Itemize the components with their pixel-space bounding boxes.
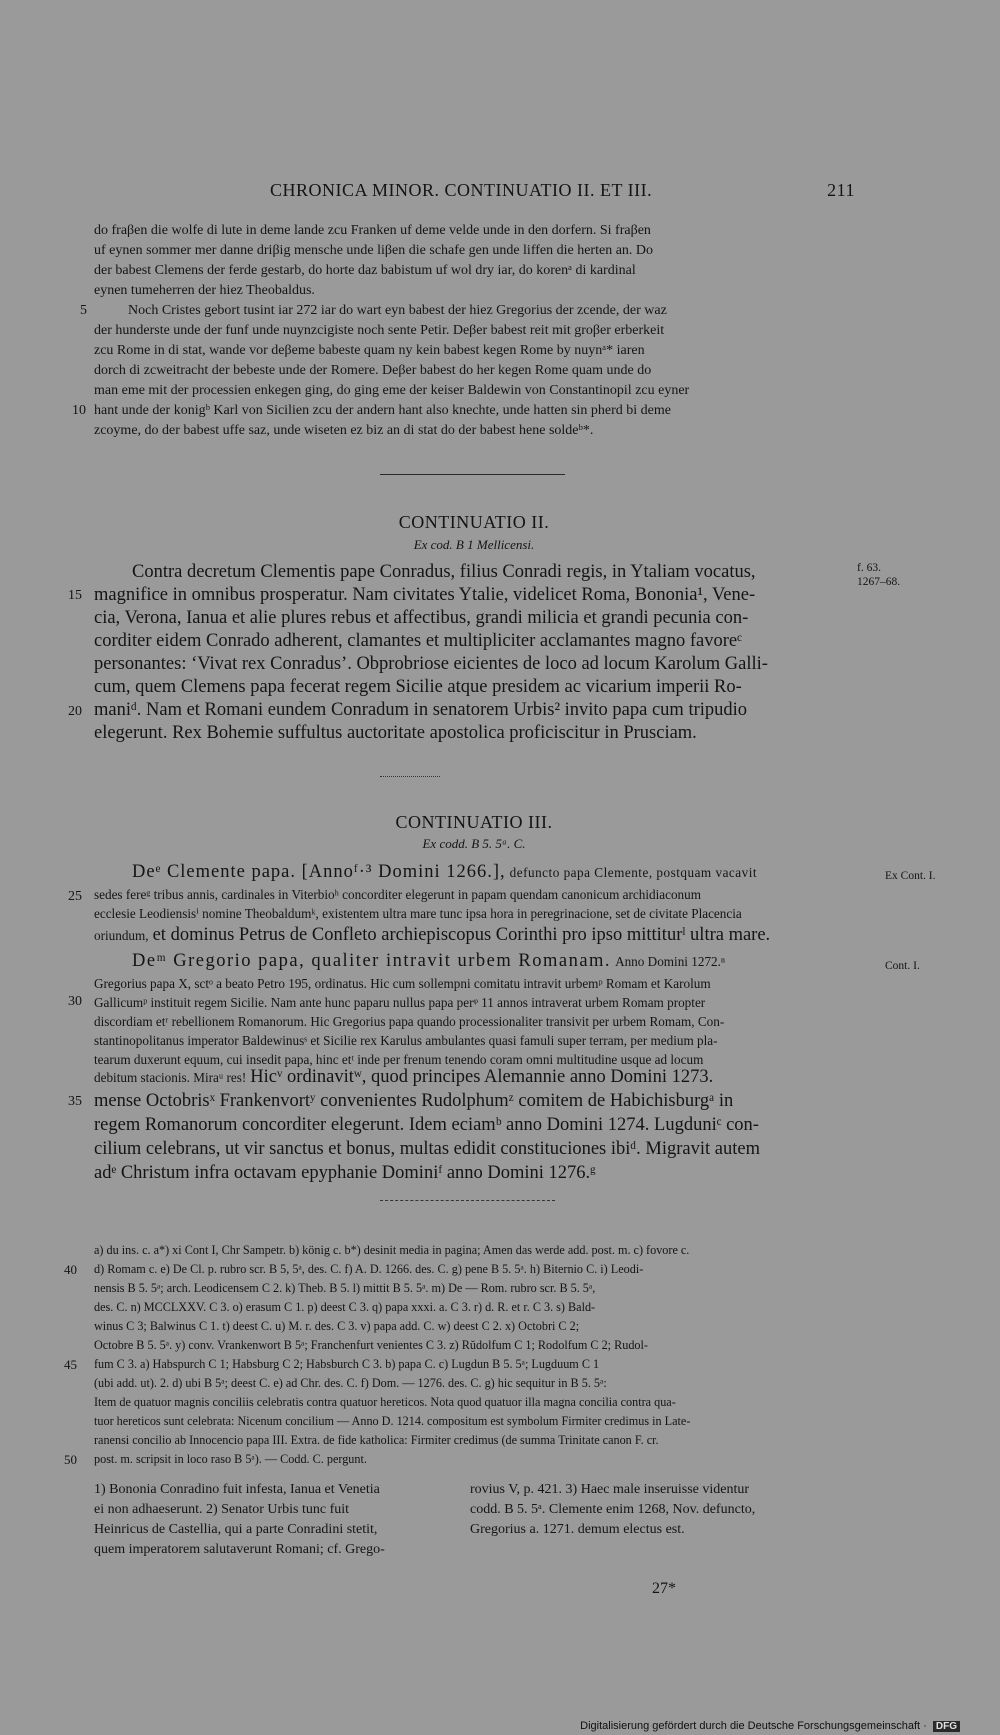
running-title: CHRONICA MINOR. CONTINUATIO II. ET III. [270, 180, 653, 200]
text-line: mense Octobrisˣ Frankenvortʸ convenientes Rudolphumᶻ comitem de Habichisburgᵃ in [94, 1091, 734, 1111]
apparatus-line: (ubi add. ut). 2. d) ubi B 5ᵃ; deest C. e) ad Chr. des. C. f) Dom. — 1276. des. C. g) hic sequitur in B 5. 5ᵃ: [94, 1376, 607, 1390]
text-line: uf eynen sommer mer danne driβig mensche unde liβen die schafe gen unde liffen die herten an. Do [94, 243, 654, 258]
text-line: Gallicumᵖ instituit regem Sicilie. Nam ante hunc paparu nullus papa perᵠ 11 annos intraverat urbem Romam propter [94, 995, 706, 1010]
footnote-line: codd. B 5. 5ᵃ. Clemente enim 1268, Nov. defuncto, [470, 1502, 756, 1517]
line-number: 20 [68, 704, 82, 719]
continuatio3-title: CONTINUATIO III. [395, 812, 553, 832]
text-line: dorch di zcweitracht der bebeste unde der Romere. Deβer babest do her kegen Rome quam unde do [94, 363, 652, 378]
text-line: der hunderste unde der funf unde nuynzcigiste noch sente Petir. Deβer babest reit mit groβer erberkeit [94, 323, 665, 338]
text-line: zcu Rome in di stat, wande vor deβeme babeste quam ny kein babest kegen Rome by nuynᵃ* iaren [94, 343, 645, 358]
continuatio2-source: Ex cod. B 1 Mellicensi. [413, 537, 535, 552]
line-number: 15 [68, 588, 82, 603]
apparatus-line: ranensi concilio ab Innocencio papa III. Extra. de fide katholica: Firmiter credimus (de summa Trinitate canon F. cr. [94, 1433, 659, 1447]
text-line: adᵉ Christum infra octavam epyphanie Dominiᶠ anno Domini 1276.ᵍ [94, 1163, 596, 1183]
text-segment: Anno Domini 1272.ⁿ [615, 954, 726, 969]
margin-source-ref: Cont. I. [885, 960, 920, 972]
continuatio3-source: Ex codd. B 5. 5ᵃ. C. [422, 836, 526, 851]
section-divider-faint [380, 776, 440, 777]
text-line: Noch Cristes gebort tusint iar 272 iar do wart eyn babest der hiez Gregorius der zcende, der waz [128, 303, 667, 318]
text-line: stantinopolitanus imperator Baldewinusˢ et Sicilie rex Karulus ambulantes quasi famuli super terram, per medium pla- [94, 1033, 718, 1048]
apparatus-line: winus C 3; Balwinus C 1. t) deest C. u) M. r. des. C 3. v) papa add. C. w) deest C 2. x) Octobri C 2; [94, 1319, 580, 1333]
credit-text: Digitalisierung gefördert durch die Deutsche Forschungsgemeinschaft · [580, 1720, 927, 1732]
apparatus-line: Octobre B 5. 5ᵃ. y) conv. Vrankenwort B 5ᵃ; Franchenfurt venientes C 3. z) Rŭdolfum C 1; Rodolfum C 2; Rudol- [94, 1338, 648, 1352]
text-line: regem Romanorum concorditer elegerunt. Idem eciamᵇ anno Domini 1274. Lugduniᶜ con- [94, 1115, 759, 1135]
text-segment: oriundum, [94, 928, 149, 943]
line-number: 5 [80, 303, 87, 318]
rubric-gregory: Deᵐ Gregorio papa, qualiter intravit urbem Romanam. [132, 951, 612, 971]
text-line: personantes: ‘Vivat rex Conradus’. Obprobriose eicientes de loco ad locum Karolum Galli- [94, 654, 768, 674]
text-line: cia, Verona, Ianua et alie plures rebus et affectibus, grandi milicia et grandi pecunia con- [94, 608, 749, 628]
line-number: 30 [68, 994, 82, 1009]
text-line: hant unde der konigᵇ Karl von Sicilien zcu der andern hant also knechte, unde hatten sin pherd bi deme [94, 403, 671, 418]
text-segment: Hicᵛ ordinavitʷ, quod principes Alemannie anno Domini 1273. [250, 1067, 714, 1087]
text-line: maniᵈ. Nam et Romani eundem Conradum in senatorem Urbis² invito papa cum tripudio [94, 700, 748, 720]
section-divider [380, 474, 565, 475]
line-number: 50 [64, 1452, 77, 1467]
rubric-clement: Deᵉ Clemente papa. [Annoᶠ·³ Domini 1266.], [132, 862, 506, 882]
apparatus-line: post. m. scripsit in loco raso B 5ᵃ). — Codd. C. pergunt. [94, 1452, 367, 1466]
text-line: elegerunt. Rex Bohemie suffultus auctoritate apostolica proficiscitur in Prusciam. [94, 723, 697, 743]
text-line [132, 951, 725, 972]
apparatus-line: des. C. n) MCCLXXV. C 3. o) erasum C 1. p) deest C 3. q) papa xxxi. a. C 3. r) d. R. et r. C 3. s) Bald- [94, 1300, 596, 1314]
apparatus-line: nensis B 5. 5ᵃ; arch. Leodicensem C 2. k) Theb. B 5. l) mittit B 5. 5ᵃ. m) De — Rom. rubro scr. B 5. 5ᵃ, [94, 1281, 596, 1295]
text-line: do fraβen die wolfe di lute in deme lande zcu Franken uf deme velde unde in den dorfern. Si fraβen [94, 223, 651, 238]
line-number: 45 [64, 1357, 77, 1372]
text-line: cilium celebrans, ut vir sanctus et bonus, multas edidit constituciones ibiᵈ. Migravit autem [94, 1139, 760, 1159]
section-divider [380, 1200, 555, 1201]
text-line: ecclesie Leodiensisⁱ nomine Theobaldumᵏ, existentem ultra mare tunc ipsa hora in peregrinacione, set de civitate Placencia [94, 906, 742, 921]
continuatio2-title: CONTINUATIO II. [398, 512, 550, 532]
signature-mark: 27* [652, 1580, 676, 1597]
footnote-line: quem imperatorem salutaverunt Romani; cf. Grego- [94, 1542, 385, 1557]
line-number: 25 [68, 889, 82, 904]
text-segment: et dominus Petrus de Confleto archiepiscopus Corinthi pro ipso mittiturˡ ultra mare. [152, 925, 771, 945]
line-number: 40 [64, 1262, 77, 1277]
line-number: 10 [72, 403, 86, 418]
footnote-line: Heinricus de Castellia, qui a parte Conradini stetit, [94, 1522, 378, 1537]
apparatus-line: fum C 3. a) Habspurch C 1; Habsburg C 2; Habsburch C 3. b) papa C. c) Lugdun B 5. 5ᵃ; Lugduum C 1 [94, 1357, 600, 1371]
text-line: Gregorius papa X, sctᵒ a beato Petro 195, ordinatus. Hic cum sollempni comitatu intravit urbemᵖ Romam et Karolum [94, 976, 711, 991]
text-line: man eme mit der processien enkegen ging, do ging eme der keiser Baldewin von Constantinopil zcu eyner [94, 383, 690, 398]
apparatus-line: tuor hereticos sunt celebrata: Nicenum concilium — Anno D. 1214. compositum est symbolum Firmiter credimus in Late- [94, 1414, 691, 1428]
text-line: Contra decretum Clementis pape Conradus, filius Conradi regis, in Ytaliam vocatus, [132, 562, 756, 582]
text-line: eynen tumeherren der hiez Theobaldus. [94, 283, 315, 298]
text-segment: debitum stacionis. Miraᵘ res! [94, 1070, 247, 1085]
text-line: tearum duxerunt equum, cui insedit papa, hinc etᵗ inde per frenum tenendo coram omni multitudine usque ad locum [94, 1052, 704, 1067]
line-number: 35 [68, 1094, 82, 1109]
footnote-line: ei non adhaeserunt. 2) Senator Urbis tunc fuit [94, 1502, 350, 1517]
margin-source-ref: Ex Cont. I. [885, 870, 936, 882]
text-line: zcoyme, do der babest uffe saz, unde wiseten ez biz an di stat do der babest hene soldeᵇ*. [94, 423, 594, 438]
apparatus-line: d) Romam c. e) De Cl. p. rubro scr. B 5, 5ᵃ, des. C. f) A. D. 1266. des. C. g) pene B 5. 5ᵃ. h) Biternio C. i) Leodi- [94, 1262, 644, 1276]
text-line: magnifice in omnibus prosperatur. Nam civitates Ytalie, videlicet Roma, Bononia¹, Vene- [94, 585, 756, 605]
footnote-line: 1) Bononia Conradino fuit infesta, Ianua et Venetia [94, 1482, 380, 1497]
text-line [94, 925, 770, 946]
footnote-line: Gregorius a. 1271. demum electus est. [470, 1522, 685, 1537]
text-line: sedes fereᵍ tribus annis, cardinales in Viterbioʰ concorditer elegerunt in papam quendam canonicum archidiaconum [94, 887, 701, 902]
page-number: 211 [827, 180, 855, 200]
apparatus-line: a) du ins. c. a*) xi Cont I, Chr Sampetr. b) könig c. b*) desinit media in pagina; Amen das werde add. post. m. c) fovore c. [94, 1243, 690, 1257]
text-line: discordiam etʳ rebellionem Romanorum. Hic Gregorius papa quando processionaliter transivit per urbem Romam, Con- [94, 1014, 725, 1029]
text-segment: defuncto papa Clemente, postquam vacavit [509, 865, 758, 880]
text-line [132, 862, 757, 883]
digitization-credit [580, 1720, 960, 1732]
text-line: cum, quem Clemens papa fecerat regem Sicilie atque presidem ac vicarium imperii Ro- [94, 677, 742, 697]
footnote-line: rovius V, p. 421. 3) Haec male inseruisse videntur [470, 1482, 750, 1497]
dfg-logo: DFG [933, 1721, 960, 1732]
text-line: corditer eidem Conrado adherent, clamantes et multipliciter acclamantes magno favoreᶜ [94, 631, 742, 651]
text-line [94, 1067, 713, 1088]
text-line: der babest Clemens der ferde gestarb, do horte daz babistum uf wol dry iar, do korenᵃ di kardinal [94, 263, 636, 278]
margin-years: 1267–68. [857, 576, 901, 588]
apparatus-line: Item de quatuor magnis conciliis celebratis contra quatuor hereticos. Nota quod quatuor illa magna concilia contra qua- [94, 1395, 676, 1409]
margin-folio: f. 63. [857, 562, 881, 574]
